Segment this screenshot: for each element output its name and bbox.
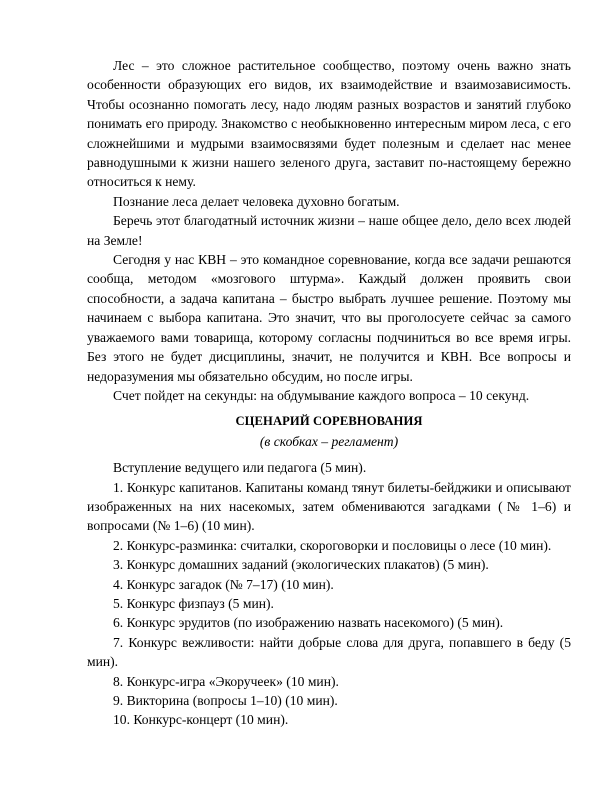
scenario-item: 4. Конкурс загадок (№ 7–17) (10 мин).	[113, 576, 334, 592]
scenario-item: 2. Конкурс-разминка: считалки, скороговорки и пословицы о лесе (10 мин).	[113, 537, 552, 553]
scenario-item: 7. Конкурс вежливости: найти добрые слова для друга, попавшего в беду (5 мин).	[87, 634, 571, 670]
scenario-item: 3. Конкурс домашних заданий (экологических плакатов) (5 мин).	[113, 557, 489, 573]
intro-paragraph: Сегодня у нас КВН – это командное соревнование, когда все задачи решаются сообща, методом «мозгового штурма». Каждый должен проявить свои способности, а задача капитана – быстро выбрать лучшее решение. Поэтому мы начинаем с выбора капитана. Это значит, что вы проголосуете сейчас за самого уважаемого вами товарища, которому согласны подчиниться во все время игры. Без этого не будет дисциплины, значит, не получится и КВН. Все вопросы и недоразумения мы обязательно обсудим, но после игры.	[87, 252, 571, 384]
intro-paragraph: Счет пойдет на секунды: на обдумывание каждого вопроса – 10 секунд.	[113, 387, 530, 403]
scenario-item: Вступление ведущего или педагога (5 мин).	[113, 460, 367, 476]
intro-paragraph: Лес – это сложное растительное сообщество, поэтому очень важно знать особенности образующих его видов, их взаимодействие и взаимозависимость. Чтобы осознанно помогать лесу, надо людям разных возрастов и занятий глубоко понимать его природу. Знакомство с необыкновенно интересным миром леса, с его сложнейшими и мудрыми взаимосвязями будет полезным и сделает нас менее равнодушными к жизни нашего зеленого друга, заставит по-настоящему бережно относиться к нему.	[87, 58, 571, 190]
section-subtitle: (в скобках – регламент)	[259, 433, 399, 449]
scenario-item: 10. Конкурс-концерт (10 мин).	[113, 712, 289, 728]
intro-paragraph: Беречь этот благодатный источник жизни – наше общее дело, дело всех людей на Земле!	[87, 213, 571, 248]
intro-paragraph: Познание леса делает человека духовно богатым.	[113, 193, 400, 209]
scenario-item: 6. Конкурс эрудитов (по изображению назвать насекомого) (5 мин).	[113, 615, 504, 631]
scenario-item: 5. Конкурс физпауз (5 мин).	[113, 595, 274, 611]
section-title: СЦЕНАРИЙ СОРЕВНОВАНИЯ	[235, 414, 423, 429]
scenario-item: 9. Викторина (вопросы 1–10) (10 мин).	[113, 693, 338, 708]
scenario-item: 1. Конкурс капитанов. Капитаны команд тянут билеты-бейджики и описывают изображенных на них насекомых, затем обмениваются загадками (№ 1–6) и вопросами (№ 1–6) (10 мин).	[87, 479, 571, 534]
document-body	[87, 56, 571, 730]
scenario-item: 8. Конкурс-игра «Экоручеек» (10 мин).	[113, 673, 339, 689]
